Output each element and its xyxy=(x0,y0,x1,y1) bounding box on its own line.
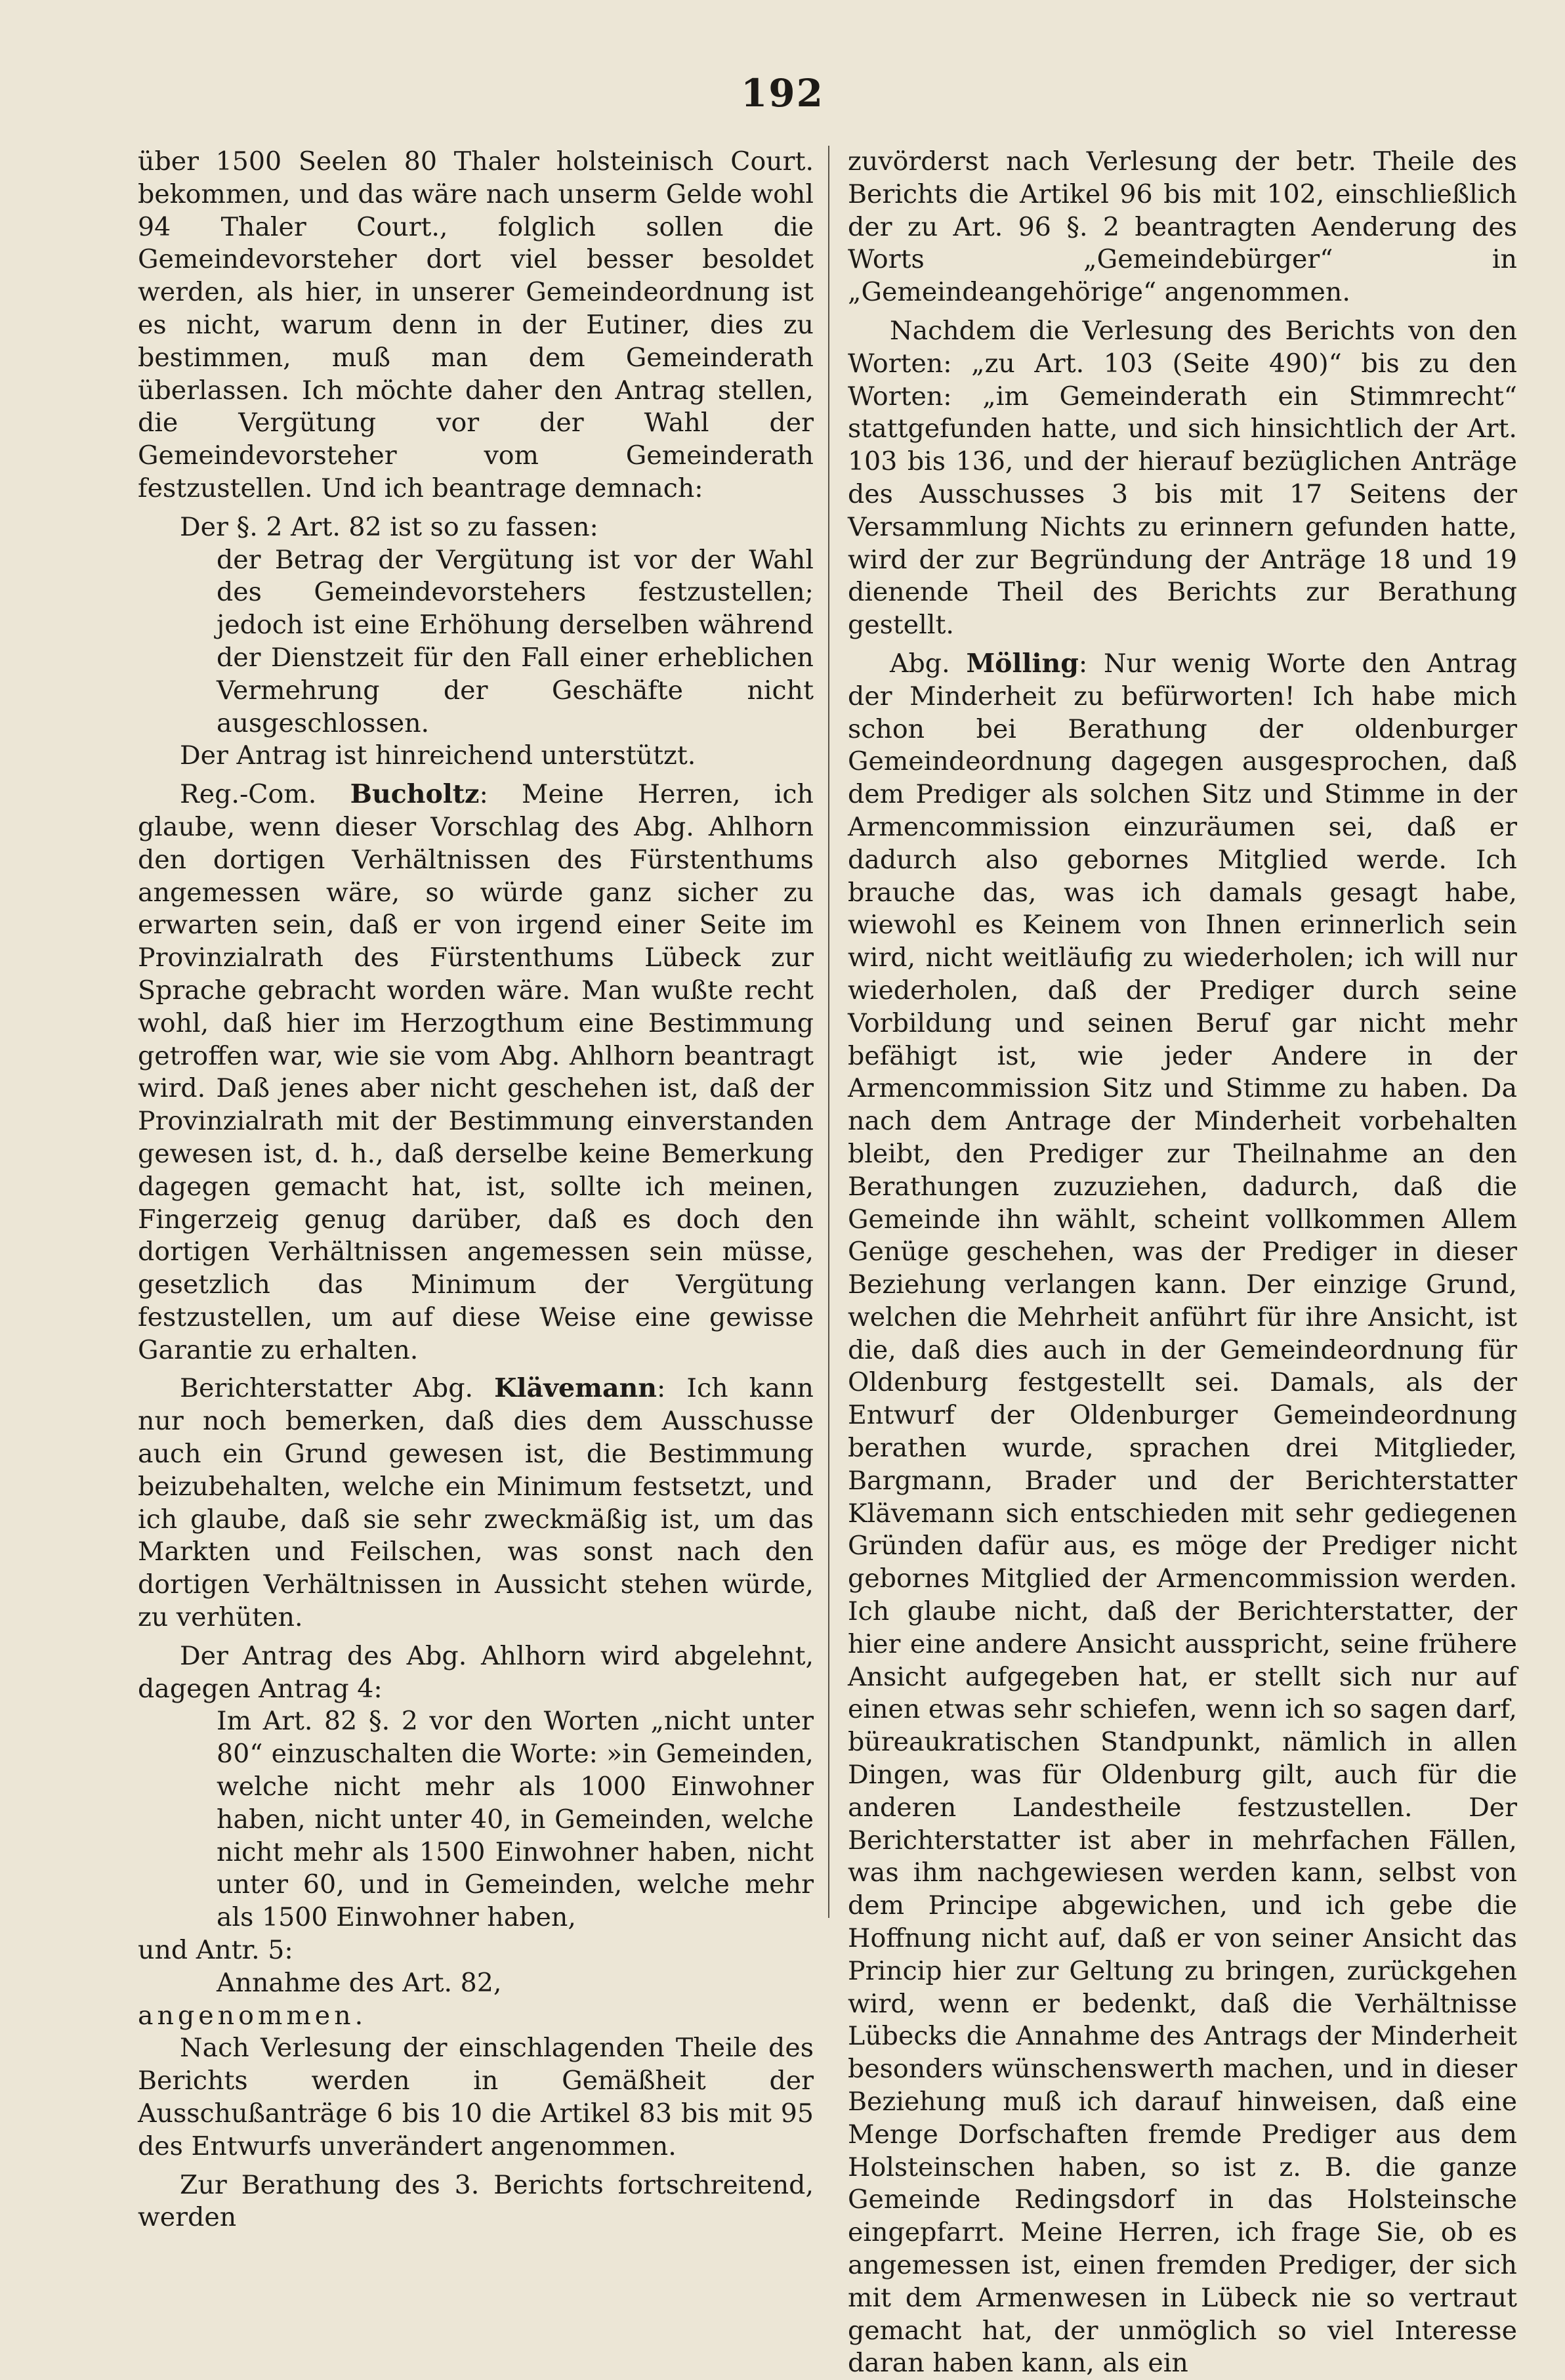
left-column xyxy=(138,146,814,2234)
paragraph: über 1500 Seelen 80 Thaler holsteinisch Court. bekommen, und das wäre nach unserm Gelde wohl 94 Thaler Court., folglich sollen die Gemeindevorsteher dort viel besser besoldet werden, als hier, in unserer Gemeindeordnung ist es nicht, warum denn in der Eutiner, dies zu bestimmen, muß man dem Gemeinderath überlassen. Ich möchte daher den Antrag stellen, die Vergütung vor der Wahl der Gemeindevorsteher vom Gemeinderath festzustellen. Und ich beantrage demnach: xyxy=(138,146,814,503)
motion-text: Im Art. 82 §. 2 vor den Worten „nicht unter 80“ einzuschalten die Worte: »in Gemeinden, welche nicht mehr als 1000 Einwohner haben, nicht unter 40, in Gemeinden, welche nicht mehr als 1500 Einwohner haben, nicht unter 60, und in Gemeinden, welche mehr als 1500 Einwohner haben, xyxy=(217,1706,814,1933)
motion-text: der Betrag der Vergütung ist vor der Wahl des Gemeindevorstehers festzustellen; jedoch ist eine Erhöhung derselben während der Dienstzeit für den Fall einer erheblichen Vermehrung der Geschäfte nicht ausgeschlossen. xyxy=(217,544,814,738)
right-column xyxy=(848,146,1517,2380)
speaker-role: Berichterstatter Abg. xyxy=(180,1373,495,1404)
result-text: angenommen. xyxy=(138,2000,367,2031)
speaker-name: Bucholtz xyxy=(350,779,480,810)
paragraph: Der Antrag ist hinreichend unterstützt. xyxy=(180,740,696,771)
page-number: 192 xyxy=(740,71,825,116)
paragraph: und Antr. 5: xyxy=(138,1935,293,1966)
motion-text: Annahme des Art. 82, xyxy=(217,1967,502,1998)
paragraph: zuvörderst nach Verlesung der betr. Theile des Berichts die Artikel 96 bis mit 102, einschließlich der zu Art. 96 §. 2 beantragten Aenderung des Worts „Gemeindebürger“ in „Gemeindeangehörige“ angenommen. xyxy=(848,146,1517,308)
paragraph: Zur Berathung des 3. Berichts fortschreitend, werden xyxy=(138,2169,814,2233)
speech-text: : Meine Herren, ich glaube, wenn dieser Vorschlag des Abg. Ahlhorn den dortigen Verhältnissen des Fürstenthums angemessen wäre, so würde ganz sicher zu erwarten sein, daß er von irgend einer Seite im Provinzialrath des Fürstenthums Lübeck zur Sprache gebracht worden wäre. Man wußte recht wohl, daß hier im Herzogthum eine Bestimmung getroffen war, wie sie vom Abg. Ahlhorn beantragt wird. Daß jenes aber nicht geschehen ist, daß der Provinzialrath mit der Bestimmung einverstanden gewesen ist, d. h., daß derselbe keine Bemerkung dagegen gemacht hat, ist, sollte ich meinen, Fingerzeig genug darüber, daß es doch den dortigen Verhältnissen angemessen sein müsse, gesetzlich das Minimum der Vergütung festzustellen, um auf diese Weise eine gewisse Garantie zu erhalten. xyxy=(138,779,814,1365)
paragraph: Der Antrag des Abg. Ahlhorn wird abgelehnt, dagegen Antrag 4: xyxy=(138,1640,814,1704)
paragraph: Nach Verlesung der einschlagenden Theile des Berichts werden in Gemäßheit der Ausschußanträge 6 bis 10 die Artikel 83 bis mit 95 des Entwurfs unverändert angenommen. xyxy=(138,2033,814,2161)
speaker-role: Abg. xyxy=(890,648,967,679)
column-divider xyxy=(828,146,829,1918)
speech-text: : Ich kann nur noch bemerken, daß dies dem Ausschusse auch ein Grund gewesen ist, die Bestimmung beizubehalten, welche ein Minimum festsetzt, und ich glaube, daß sie sehr zweckmäßig ist, um das Markten und Feilschen, was sonst nach den dortigen Verhältnissen in Aussicht stehen würde, zu verhüten. xyxy=(138,1373,814,1633)
speech-paragraph xyxy=(138,778,814,1367)
speaker-name: Mölling xyxy=(966,648,1079,679)
motion-heading: Der §. 2 Art. 82 ist so zu fassen: xyxy=(180,511,598,542)
speech-paragraph xyxy=(138,1372,814,1634)
speaker-name: Klävemann xyxy=(494,1373,657,1404)
paragraph: Nachdem die Verlesung des Berichts von den Worten: „zu Art. 103 (Seite 490)“ bis zu den Worten: „im Gemeinderath ein Stimmrecht“ stattgefunden hatte, und sich hinsichtlich der Art. 103 bis 136, und der hierauf bezüglichen Anträge des Ausschusses 3 bis mit 17 Seitens der Versammlung Nichts zu erinnern gefunden hatte, wird der zur Begründung der Anträge 18 und 19 dienende Theil des Berichts zur Berathung gestellt. xyxy=(848,315,1517,641)
speech-paragraph xyxy=(848,648,1517,2380)
speech-text: : Nur wenig Worte den Antrag der Minderheit zu befürworten! Ich habe mich schon bei Berathung der oldenburger Gemeindeordnung dagegen ausgesprochen, daß dem Prediger als solchen Sitz und Stimme in der Armencommission einzuräumen sei, daß er dadurch also gebornes Mitglied werde. Ich brauche das, was ich damals gesagt habe, wiewohl es Keinem von Ihnen erinnerlich sein wird, nicht weitläufig zu wiederholen; ich will nur wiederholen, daß der Prediger durch seine Vorbildung und seinen Beruf gar nicht mehr befähigt ist, wie jeder Andere in der Armencommission Sitz und Stimme zu haben. Da nach dem Antrage der Minderheit vorbehalten bleibt, den Prediger zur Theilnahme an den Berathungen zuzuziehen, dadurch, daß die Gemeinde ihn wählt, scheint vollkommen Allem Genüge geschehen, was der Prediger in dieser Beziehung verlangen kann. Der einzige Grund, welchen die Mehrheit anführt für ihre Ansicht, ist die, daß dies auch in der Gemeindeordnung für Oldenburg festgestellt sei. Damals, als der Entwurf der Oldenburger Gemeindeordnung berathen wurde, sprachen drei Mitglieder, Bargmann, Brader und der Berichterstatter Klävemann sich entschieden mit sehr gediegenen Gründen dafür aus, es möge der Prediger nicht gebornes Mitglied der Armencommission werden. Ich glaube nicht, daß der Berichterstatter, der hier eine andere Ansicht ausspricht, seine frühere Ansicht aufgegeben hat, er stellt sich nur auf einen etwas sehr schiefen, wenn ich so sagen darf, büreaukratischen Standpunkt, nämlich in allen Dingen, was für Oldenburg gilt, auch für die anderen Landestheile festzustellen. Der Berichterstatter ist aber in mehrfachen Fällen, was ihm nachgewiesen werden kann, selbst von dem Principe abgewichen, und ich gebe die Hoffnung nicht auf, daß er von seiner Ansicht das Princip hier zur Geltung zu bringen, zurückgehen wird, wenn er bedenkt, daß die Verhältnisse Lübecks die Annahme des Antrags der Minderheit besonders wünschenswerth machen, und in dieser Beziehung muß ich darauf hinweisen, daß eine Menge Dorfschaften fremde Prediger aus dem Holsteinschen haben, so ist z. B. die ganze Gemeinde Redingsdorf in das Holsteinsche eingepfarrt. Meine Herren, ich frage Sie, ob es angemessen ist, einen fremden Prediger, der sich mit dem Armenwesen in Lübeck nie so vertraut gemacht hat, der unmöglich so viel Interesse daran haben kann, als ein xyxy=(848,648,1517,2379)
speaker-role: Reg.-Com. xyxy=(180,779,350,810)
